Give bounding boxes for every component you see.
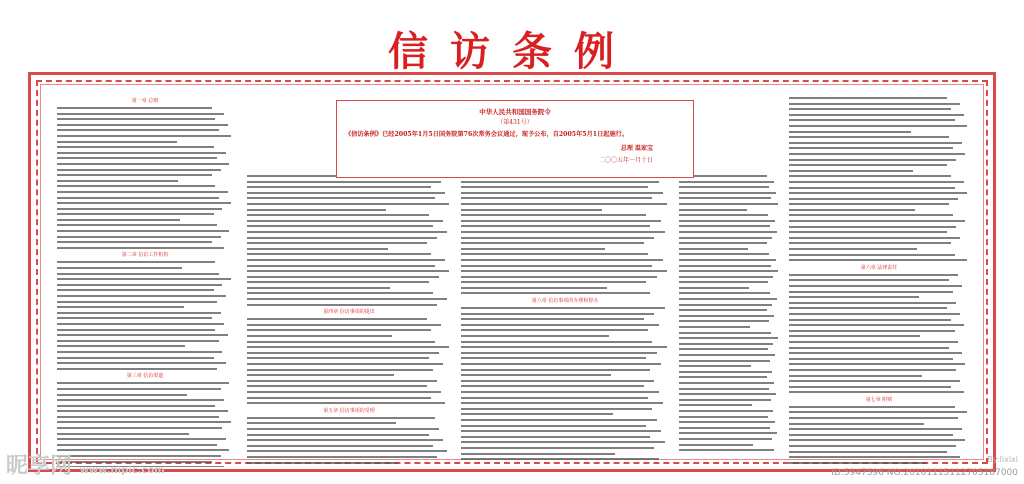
- text-line: [247, 324, 441, 326]
- text-line: [57, 295, 226, 297]
- text-line: [789, 153, 965, 155]
- text-line: [461, 307, 665, 309]
- decree-date: 二〇〇五年一月十日: [598, 157, 653, 164]
- text-line: [789, 439, 965, 441]
- text-line: [247, 363, 443, 365]
- text-line: [461, 203, 667, 205]
- text-line: [789, 291, 953, 293]
- text-line: [679, 186, 769, 188]
- text-line: [789, 375, 922, 377]
- text-line: [247, 369, 433, 371]
- text-line: [57, 362, 226, 364]
- text-line: [679, 192, 776, 194]
- text-line: [789, 307, 947, 309]
- text-line: [57, 213, 214, 215]
- text-line: [679, 410, 773, 412]
- text-line: [789, 445, 956, 447]
- text-line: [461, 447, 654, 449]
- text-line: [789, 423, 924, 425]
- text-line: [789, 386, 951, 388]
- text-line: [789, 335, 920, 337]
- text-line: [461, 419, 657, 421]
- text-line: [789, 330, 955, 332]
- text-line: [247, 298, 447, 300]
- text-line: [679, 242, 767, 244]
- text-line: [789, 220, 965, 222]
- chapter-heading: 第五章 信访事项的受理: [323, 407, 375, 414]
- text-line: [679, 270, 778, 272]
- text-line: [461, 402, 663, 404]
- text-line: [461, 374, 611, 376]
- chapter-heading: 第六章 法律责任: [860, 264, 898, 271]
- text-line: [461, 453, 615, 455]
- chapter-heading: 第二章 信访工作机构: [121, 252, 169, 259]
- text-line: [461, 214, 646, 216]
- text-line: [679, 337, 778, 339]
- text-line: [789, 411, 967, 413]
- text-line: [679, 287, 749, 289]
- text-line: [247, 402, 445, 404]
- text-line: [247, 417, 435, 419]
- text-line: [789, 142, 962, 144]
- text-line: [247, 439, 443, 441]
- text-line: [57, 247, 224, 249]
- text-line: [57, 146, 214, 148]
- text-line: [247, 214, 429, 216]
- text-line: [789, 108, 951, 110]
- text-line: [789, 285, 962, 287]
- text-line: [461, 276, 657, 278]
- text-line: [461, 265, 652, 267]
- text-line: [461, 425, 646, 427]
- text-line: [461, 225, 650, 227]
- text-line: [789, 147, 953, 149]
- text-line: [247, 462, 398, 464]
- text-line: [247, 357, 429, 359]
- text-line: [789, 198, 958, 200]
- text-line: [789, 279, 949, 281]
- text-line: [461, 186, 648, 188]
- text-line: [57, 438, 226, 440]
- text-line: [789, 259, 967, 261]
- text-line: [679, 315, 774, 317]
- text-line: [461, 192, 663, 194]
- text-line: [679, 399, 771, 401]
- text-line: [679, 309, 767, 311]
- text-line: [679, 376, 767, 378]
- text-line: [789, 192, 967, 194]
- text-line: [789, 456, 960, 458]
- text-line: [679, 237, 772, 239]
- text-line: [57, 267, 182, 269]
- text-line: [461, 197, 652, 199]
- text-line: [789, 369, 956, 371]
- text-line: [461, 352, 657, 354]
- decree-signature: 总理 温家宝: [620, 145, 653, 152]
- text-line: [461, 380, 654, 382]
- text-line: [57, 382, 229, 384]
- text-line: [461, 281, 646, 283]
- text-line: [679, 259, 776, 261]
- text-line: [57, 124, 228, 126]
- decree-box: [336, 100, 694, 178]
- text-line: [789, 324, 964, 326]
- text-line: [789, 428, 962, 430]
- text-line: [247, 287, 390, 289]
- text-line: [57, 329, 215, 331]
- text-line: [679, 209, 747, 211]
- text-line: [247, 374, 394, 376]
- text-line: [679, 427, 770, 429]
- text-line: [461, 413, 613, 415]
- text-line: [789, 462, 926, 464]
- text-line: [461, 248, 605, 250]
- text-line: [461, 313, 654, 315]
- text-line: [461, 259, 663, 261]
- text-line: [57, 421, 231, 423]
- text-line: [57, 405, 215, 407]
- text-line: [57, 334, 228, 336]
- text-line: [461, 430, 661, 432]
- text-line: [679, 421, 775, 423]
- chapter-heading: 第四章 信访事项的提出: [323, 309, 375, 316]
- text-line: [247, 203, 449, 205]
- text-line: [247, 456, 437, 458]
- text-line: [789, 302, 956, 304]
- text-line: [789, 103, 960, 105]
- text-line: [789, 242, 951, 244]
- text-line: [247, 225, 433, 227]
- text-line: [789, 114, 964, 116]
- text-line: [679, 332, 771, 334]
- text-line: [789, 417, 958, 419]
- text-line: [679, 265, 771, 267]
- text-line: [57, 433, 189, 435]
- text-line: [679, 220, 775, 222]
- text-line: [247, 281, 429, 283]
- text-line: [247, 237, 437, 239]
- text-line: [679, 225, 770, 227]
- text-line: [461, 209, 602, 211]
- text-line: [247, 341, 435, 343]
- text-line: [247, 385, 427, 387]
- text-line: [789, 248, 917, 250]
- text-line: [461, 292, 650, 294]
- text-line: [247, 445, 433, 447]
- text-line: [789, 175, 951, 177]
- text-line: [247, 253, 431, 255]
- text-line: [57, 241, 212, 243]
- text-line: [461, 436, 650, 438]
- text-line: [461, 458, 659, 460]
- text-line: [247, 197, 435, 199]
- text-line: [57, 230, 229, 232]
- text-line: [461, 329, 648, 331]
- text-line: [247, 209, 386, 211]
- text-line: [789, 313, 960, 315]
- text-line: [679, 393, 776, 395]
- text-line: [679, 354, 775, 356]
- text-line: [789, 363, 965, 365]
- text-line: [461, 335, 609, 337]
- text-line: [57, 351, 222, 353]
- text-line: [461, 324, 659, 326]
- text-line: [789, 341, 958, 343]
- text-line: [461, 397, 648, 399]
- text-column-4: [679, 175, 779, 467]
- text-line: [57, 185, 215, 187]
- text-line: [461, 341, 652, 343]
- chapter-heading: 第一章 总则: [131, 98, 159, 104]
- watermark-id: ID:5947596 NO:20101115112705187000: [831, 468, 1018, 478]
- text-line: [679, 276, 773, 278]
- text-line: [57, 284, 222, 286]
- text-line: [247, 270, 449, 272]
- text-line: [789, 254, 955, 256]
- text-line: [789, 231, 947, 233]
- text-line: [679, 371, 772, 373]
- text-line: [247, 231, 447, 233]
- text-line: [57, 261, 215, 263]
- text-line: [247, 265, 435, 267]
- text-line: [461, 391, 659, 393]
- text-line: [461, 253, 648, 255]
- text-line: [679, 444, 753, 446]
- text-line: [789, 97, 947, 99]
- text-column-3: [461, 175, 669, 467]
- text-line: [679, 360, 770, 362]
- text-line: [789, 214, 953, 216]
- text-line: [679, 388, 769, 390]
- text-line: [789, 209, 915, 211]
- text-line: [247, 380, 437, 382]
- text-line: [679, 248, 748, 250]
- text-line: [247, 186, 431, 188]
- text-line: [679, 253, 769, 255]
- text-line: [57, 118, 215, 120]
- decree-issuer: 中华人民共和国国务院令: [479, 108, 551, 116]
- text-line: [789, 125, 967, 127]
- text-line: [789, 203, 949, 205]
- text-line: [789, 358, 953, 360]
- text-line: [789, 451, 947, 453]
- text-line: [679, 365, 751, 367]
- text-line: [789, 187, 955, 189]
- text-line: [57, 152, 226, 154]
- text-line: [789, 119, 955, 121]
- decree-body: 《信访条例》已经2005年1月5日国务院第76次常务会议通过，现予公布，自2005年5月1日起施行。: [345, 131, 629, 138]
- text-line: [57, 278, 231, 280]
- text-line: [57, 273, 219, 275]
- text-line: [461, 369, 650, 371]
- text-line: [461, 408, 652, 410]
- text-line: [57, 444, 217, 446]
- text-line: [57, 388, 221, 390]
- text-line: [57, 357, 214, 359]
- text-line: [679, 181, 774, 183]
- text-line: [461, 287, 607, 289]
- text-line: [57, 410, 228, 412]
- decree-number: （第431号）: [497, 119, 533, 126]
- text-line: [57, 163, 229, 165]
- text-line: [789, 296, 919, 298]
- text-line: [57, 236, 221, 238]
- text-line: [679, 326, 750, 328]
- text-line: [247, 428, 439, 430]
- text-line: [57, 174, 212, 176]
- text-line: [461, 385, 644, 387]
- text-line: [679, 197, 771, 199]
- text-line: [57, 317, 212, 319]
- text-line: [461, 441, 665, 443]
- text-line: [247, 450, 447, 452]
- text-line: [57, 427, 222, 429]
- text-line: [247, 304, 437, 306]
- text-line: [57, 340, 219, 342]
- text-line: [461, 231, 665, 233]
- text-line: [789, 159, 956, 161]
- text-line: [789, 237, 960, 239]
- text-line: [789, 319, 951, 321]
- text-line: [57, 368, 217, 370]
- text-column-2: [247, 175, 451, 467]
- text-line: [679, 348, 768, 350]
- text-line: [247, 352, 439, 354]
- text-line: [57, 157, 217, 159]
- text-line: [57, 224, 217, 226]
- text-line: [247, 181, 441, 183]
- text-line: [461, 181, 659, 183]
- text-line: [57, 323, 224, 325]
- text-line: [57, 129, 219, 131]
- text-line: [57, 197, 219, 199]
- text-line: [247, 242, 427, 244]
- text-line: [789, 380, 960, 382]
- text-line: [57, 416, 219, 418]
- text-line: [247, 220, 443, 222]
- text-line: [789, 434, 953, 436]
- text-line: [57, 399, 224, 401]
- text-line: [679, 416, 768, 418]
- text-line: [679, 292, 770, 294]
- text-line: [247, 192, 445, 194]
- text-line: [679, 281, 768, 283]
- text-line: [461, 270, 667, 272]
- text-line: [57, 289, 214, 291]
- text-line: [679, 231, 777, 233]
- text-line: [789, 352, 962, 354]
- text-line: [461, 220, 661, 222]
- text-line: [789, 274, 958, 276]
- chapter-heading: 第六章 信访事项的办理和督办: [531, 298, 599, 305]
- text-line: [57, 202, 231, 204]
- text-line: [247, 346, 449, 348]
- text-line: [789, 136, 949, 138]
- text-line: [247, 276, 439, 278]
- text-line: [679, 203, 778, 205]
- text-line: [57, 180, 178, 182]
- text-line: [247, 391, 441, 393]
- text-line: [247, 434, 429, 436]
- text-line: [57, 394, 187, 396]
- text-line: [461, 357, 646, 359]
- text-line: [461, 346, 667, 348]
- text-line: [789, 164, 947, 166]
- text-line: [461, 318, 644, 320]
- text-line: [789, 131, 911, 133]
- watermark-author: By:lixixi: [987, 455, 1018, 464]
- text-line: [57, 219, 180, 221]
- text-line: [247, 259, 445, 261]
- watermark-logo: 昵享网 www.nipic.com: [6, 454, 165, 479]
- text-line: [461, 363, 661, 365]
- text-line: [57, 312, 221, 314]
- text-line: [679, 404, 752, 406]
- text-line: [57, 191, 228, 193]
- text-line: [247, 292, 433, 294]
- chapter-heading: 第七章 附则: [865, 396, 893, 403]
- text-line: [679, 343, 773, 345]
- text-line: [57, 113, 224, 115]
- text-line: [247, 318, 427, 320]
- document-title: 信访条例: [388, 28, 636, 75]
- text-line: [789, 347, 949, 349]
- text-line: [247, 422, 396, 424]
- text-column-5: [789, 97, 969, 467]
- text-line: [789, 226, 956, 228]
- text-line: [57, 301, 217, 303]
- text-line: [679, 214, 768, 216]
- chapter-heading: 第三章 信访渠道: [126, 373, 164, 380]
- text-line: [247, 248, 388, 250]
- text-line: [461, 242, 644, 244]
- text-line: [679, 382, 774, 384]
- text-line: [789, 391, 964, 393]
- text-line: [679, 449, 774, 451]
- text-column-1: [57, 97, 233, 467]
- text-line: [57, 107, 212, 109]
- text-line: [679, 320, 769, 322]
- text-line: [789, 181, 964, 183]
- text-line: [461, 237, 654, 239]
- text-line: [789, 170, 913, 172]
- text-line: [679, 298, 777, 300]
- text-line: [247, 397, 431, 399]
- text-line: [679, 304, 772, 306]
- text-line: [57, 141, 177, 143]
- text-line: [57, 306, 184, 308]
- text-line: [57, 135, 231, 137]
- text-line: [679, 432, 777, 434]
- text-line: [57, 208, 222, 210]
- text-line: [57, 345, 185, 347]
- text-line: [57, 169, 221, 171]
- text-line: [247, 329, 431, 331]
- text-line: [789, 406, 955, 408]
- text-line: [247, 335, 392, 337]
- text-line: [679, 438, 772, 440]
